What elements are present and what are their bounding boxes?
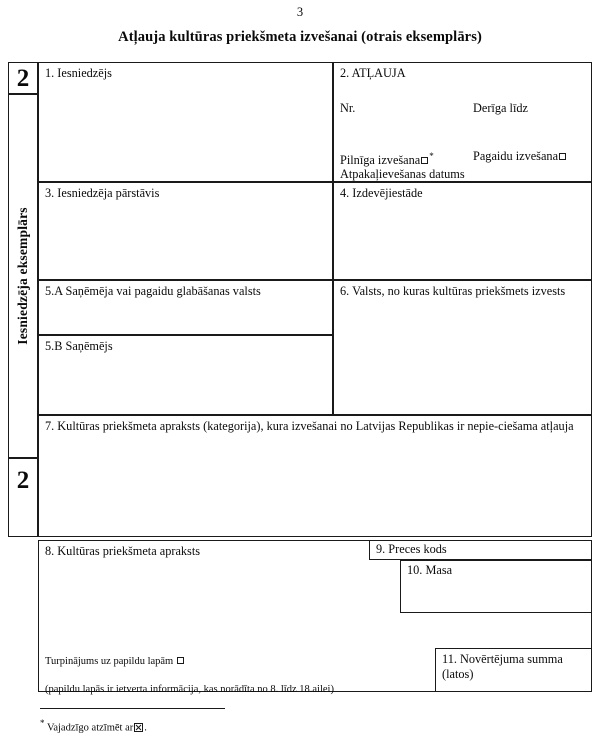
footnote — [40, 716, 147, 736]
field-5a-destination-state-box[interactable] — [38, 280, 333, 335]
document-title: Atļauja kultūras priekšmeta izvešanai (otrais eksemplārs) — [118, 29, 482, 45]
footnote-text-before: Vajadzīgo atzīmēt ar — [46, 722, 134, 734]
field-11-label: 11. Novērtējuma summa (latos) — [442, 652, 563, 681]
export-permit-form — [8, 62, 592, 695]
copy-spine-label-wrap — [9, 95, 37, 457]
field-5a-label: 5.A Saņēmēja vai pagaidu glabāšanas valsts — [45, 284, 261, 298]
field-10-mass-box[interactable] — [400, 560, 592, 613]
field-2-number-label: Nr. — [340, 101, 356, 115]
field-2-full-export-option[interactable] — [340, 134, 434, 168]
field-1-applicant-box[interactable] — [38, 62, 333, 182]
field-2-valid-until-label: Derīga līdz — [473, 101, 528, 115]
copy-spine-label-box — [8, 94, 38, 458]
field-6-label: 6. Valsts, no kuras kultūras priekšmets izvests — [340, 284, 566, 298]
continuation-checkbox[interactable] — [177, 657, 184, 664]
footnote-divider — [40, 708, 225, 709]
field-3-label: 3. Iesniedzēja pārstāvis — [45, 186, 160, 200]
field-10-label: 10. Masa — [407, 563, 453, 577]
copy-number-box-top — [8, 62, 38, 94]
field-2-full-export-label: Pilnīga izvešana — [340, 153, 421, 168]
field-3-representative-box[interactable] — [38, 182, 333, 280]
field-4-issuing-authority-box[interactable] — [333, 182, 592, 280]
continuation-label: Turpinājums uz papildu lapām — [45, 656, 174, 667]
field-8-label: 8. Kultūras priekšmeta apraksts — [45, 544, 201, 558]
temp-export-checkbox[interactable] — [559, 153, 566, 160]
footnote-marker: * — [40, 718, 45, 728]
field-2-title: 2. ATĻAUJA — [340, 66, 406, 80]
continuation-line-2: (papildu lapās ir ietverta informācija, kas norādīta no 8. līdz 18.ailei) — [45, 684, 334, 695]
field-2-temp-export-option[interactable] — [473, 134, 567, 164]
field-2-permit-box[interactable] — [333, 62, 592, 182]
field-7-label: 7. Kultūras priekšmeta apraksts (kategorija), kura izvešanai no Latvijas Republikas ir nepie-ciešama atļauja — [45, 419, 574, 433]
page-number: 3 — [296, 5, 304, 19]
field-11-valuation-box[interactable] — [435, 648, 592, 692]
copy-number-box-bottom — [8, 458, 38, 537]
field-4-label: 4. Izdevējiestāde — [340, 186, 423, 200]
field-2-return-date-label: Atpakaļievešanas datums — [340, 167, 465, 181]
continuation-line-1[interactable] — [45, 655, 334, 669]
field-5b-label: 5.B Saņēmējs — [45, 339, 113, 353]
full-export-checkbox[interactable] — [421, 157, 428, 164]
field-1-label: 1. Iesniedzējs — [45, 66, 112, 80]
copy-number-top: 2 — [16, 65, 30, 92]
copy-number-bottom: 2 — [16, 467, 30, 494]
field-9-label: 9. Preces kods — [376, 542, 447, 556]
checked-box-icon — [134, 723, 143, 732]
field-5b-consignee-box[interactable] — [38, 335, 333, 415]
copy-spine-label: Iesniedzēja eksemplārs — [15, 207, 31, 345]
field-6-origin-state-box[interactable] — [333, 280, 592, 415]
field-7-object-description-category-box[interactable] — [38, 415, 592, 537]
field-9-commodity-code-box[interactable] — [369, 540, 592, 560]
continuation-note — [45, 641, 334, 711]
footnote-text-after: . — [144, 722, 147, 734]
field-2-temp-export-label: Pagaidu izvešana — [473, 149, 559, 163]
footnote-marker-inline: * — [429, 151, 434, 161]
